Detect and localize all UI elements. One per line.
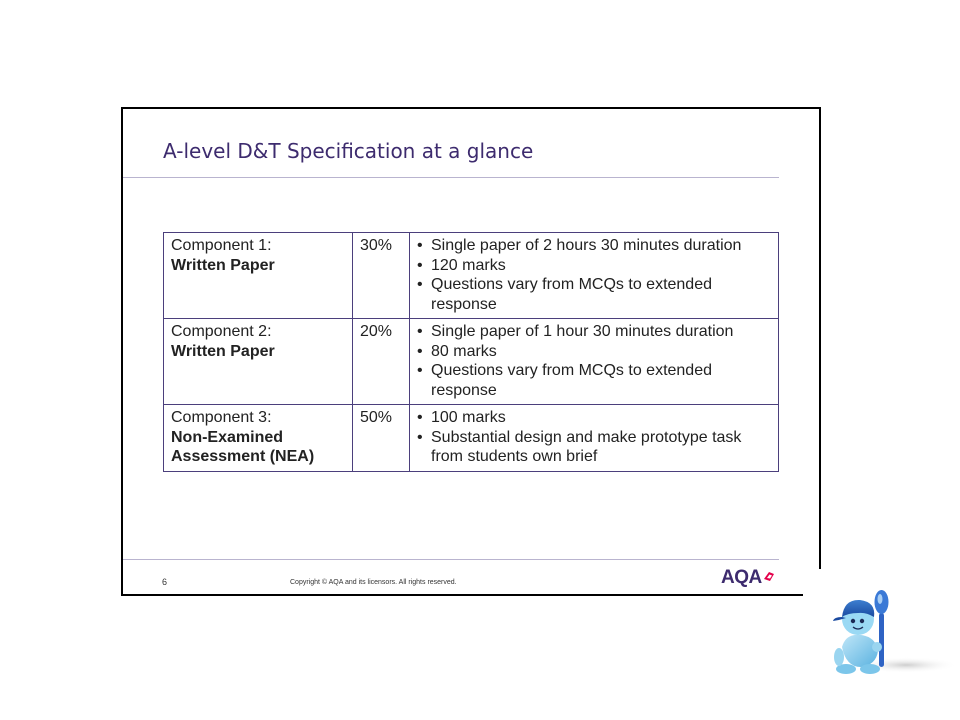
weight-cell: 50% — [353, 405, 410, 472]
component-cell — [164, 319, 353, 405]
list-item: • 120 marks — [417, 256, 771, 276]
list-item: • Single paper of 2 hours 30 minutes duration — [417, 236, 771, 256]
list-item: • 100 marks — [417, 408, 771, 428]
slide — [121, 107, 821, 596]
list-item: • Single paper of 1 hour 30 minutes duration — [417, 322, 771, 342]
details-list — [417, 408, 771, 467]
component-name: Component 1: — [171, 237, 272, 254]
details-cell — [410, 405, 779, 472]
slide-title: A-level D&T Specification at a glance — [163, 139, 534, 163]
table-row — [164, 319, 779, 405]
component-type: Written Paper — [171, 342, 275, 360]
component-type: Written Paper — [171, 256, 275, 274]
list-item: • Questions vary from MCQs to extended response — [417, 275, 771, 314]
logo-text: AQA — [721, 567, 762, 588]
title-divider — [123, 177, 779, 178]
table-row — [164, 233, 779, 319]
spoon-mascot-icon — [806, 585, 960, 685]
component-cell — [164, 233, 353, 319]
details-cell — [410, 319, 779, 405]
weight-cell: 30% — [353, 233, 410, 319]
footer-divider — [123, 559, 779, 560]
copyright-notice: Copyright © AQA and its licensors. All rights reserved. — [290, 579, 457, 586]
component-type: Non-Examined Assessment (NEA) — [171, 428, 315, 465]
details-cell — [410, 233, 779, 319]
details-list — [417, 322, 771, 400]
details-list — [417, 236, 771, 314]
component-cell — [164, 405, 353, 472]
logo-mark-icon — [763, 570, 775, 582]
component-name: Component 2: — [171, 323, 272, 340]
specification-table — [163, 232, 779, 472]
list-item: • Questions vary from MCQs to extended response — [417, 361, 771, 400]
component-name: Component 3: — [171, 409, 272, 426]
aqa-logo — [721, 568, 775, 588]
table-row — [164, 405, 779, 472]
list-item: • Substantial design and make prototype task from students own brief — [417, 428, 771, 467]
list-item: • 80 marks — [417, 342, 771, 362]
weight-cell: 20% — [353, 319, 410, 405]
page-number: 6 — [162, 577, 168, 587]
